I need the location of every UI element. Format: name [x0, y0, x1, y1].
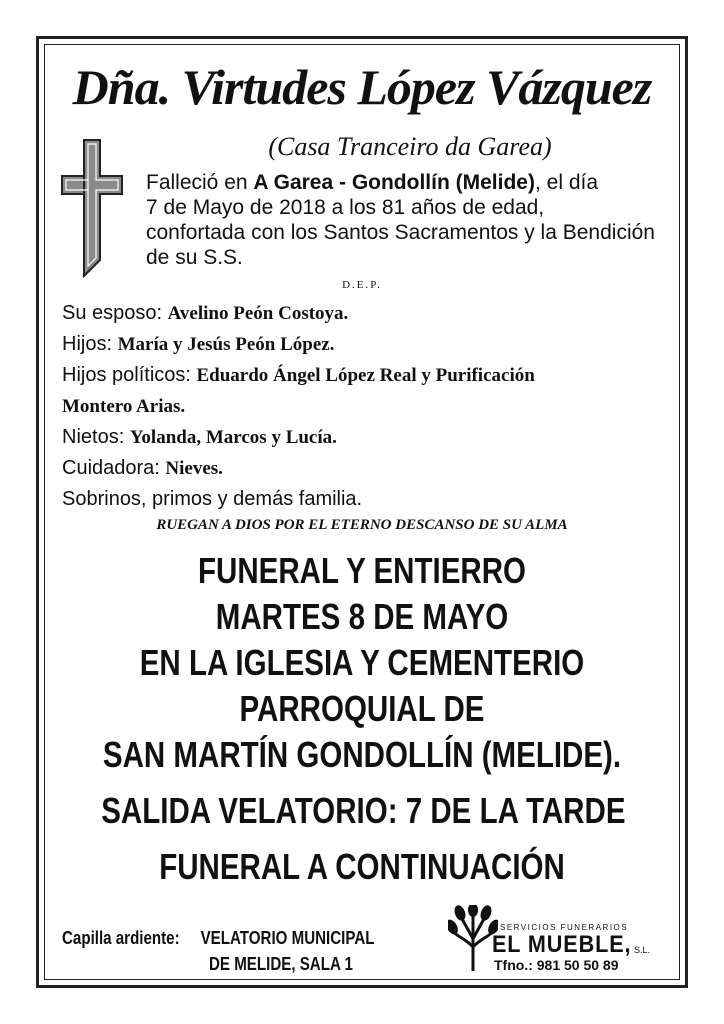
children-names: María y Jesús Peón López.	[117, 334, 335, 355]
family-spouse	[62, 298, 682, 329]
family-others: Sobrinos, primos y demás familia.	[62, 488, 363, 510]
logo-subtitle: SERVICIOS FUNERARIOS	[500, 923, 629, 932]
caregiver-label: Cuidadora:	[62, 457, 166, 479]
family-list	[62, 298, 682, 515]
chapel-line-2: DE MELIDE, SALA 1	[209, 954, 353, 974]
death-date: 7 de Mayo de 2018 a los 81 años de edad,	[146, 196, 545, 219]
logo-phone: Tfno.: 981 50 50 89	[494, 957, 619, 973]
chapel-line-1: VELATORIO MUNICIPAL	[200, 928, 375, 948]
children-label: Hijos:	[62, 333, 118, 355]
death-notice	[146, 170, 686, 270]
service-line-2: MARTES 8 DE MAYO	[215, 596, 509, 637]
deceased-name: Dña. Virtudes López Vázquez	[72, 59, 652, 115]
in-laws-names-cont: Montero Arias.	[62, 396, 186, 417]
death-text: Falleció en	[146, 171, 254, 194]
chapel-info	[62, 925, 374, 977]
family-children	[62, 329, 682, 360]
death-text-end: , el día	[534, 171, 599, 194]
service-line-3: EN LA IGLESIA Y CEMENTERIO	[139, 642, 585, 683]
logo-suffix: S.L.	[634, 945, 651, 955]
logo-brand: EL MUEBLE,	[492, 931, 632, 958]
cross-icon	[60, 138, 124, 283]
prayer-line: RUEGAN A DIOS POR EL ETERNO DESCANSO DE SU ALMA	[156, 517, 568, 533]
death-blessing: de su S.S.	[146, 246, 243, 269]
family-in-laws	[62, 360, 682, 391]
family-caregiver	[62, 453, 682, 484]
caregiver-name: Nieves.	[165, 458, 223, 479]
death-sacraments: confortada con los Santos Sacramentos y la Bendición	[146, 221, 655, 244]
spouse-label: Su esposo:	[62, 302, 168, 324]
service-line-5: SAN MARTÍN GONDOLLÍN (MELIDE).	[102, 734, 622, 775]
service-line-1: FUNERAL Y ENTIERRO	[197, 550, 527, 591]
in-laws-label: Hijos políticos:	[62, 364, 197, 386]
house-name: (Casa Tranceiro da Garea)	[268, 132, 552, 161]
in-laws-names: Eduardo Ángel López Real y Purificación	[196, 365, 535, 386]
service-line-6: SALIDA VELATORIO: 7 DE LA TARDE	[101, 790, 626, 831]
dep-label: D.E.P.	[342, 279, 382, 291]
death-place: A Garea - Gondollín (Melide)	[253, 171, 535, 194]
spouse-name: Avelino Peón Costoya.	[167, 303, 349, 324]
grandchildren-names: Yolanda, Marcos y Lucía.	[129, 427, 337, 448]
funeral-home-logo	[448, 905, 678, 973]
service-line-7: FUNERAL A CONTINUACIÓN	[159, 846, 565, 887]
tree-icon	[448, 905, 498, 971]
service-details	[44, 548, 680, 890]
grandchildren-label: Nietos:	[62, 426, 130, 448]
family-grandchildren	[62, 422, 682, 453]
chapel-label: Capilla ardiente:	[62, 928, 180, 948]
service-line-4: PARROQUIAL DE	[239, 688, 485, 729]
